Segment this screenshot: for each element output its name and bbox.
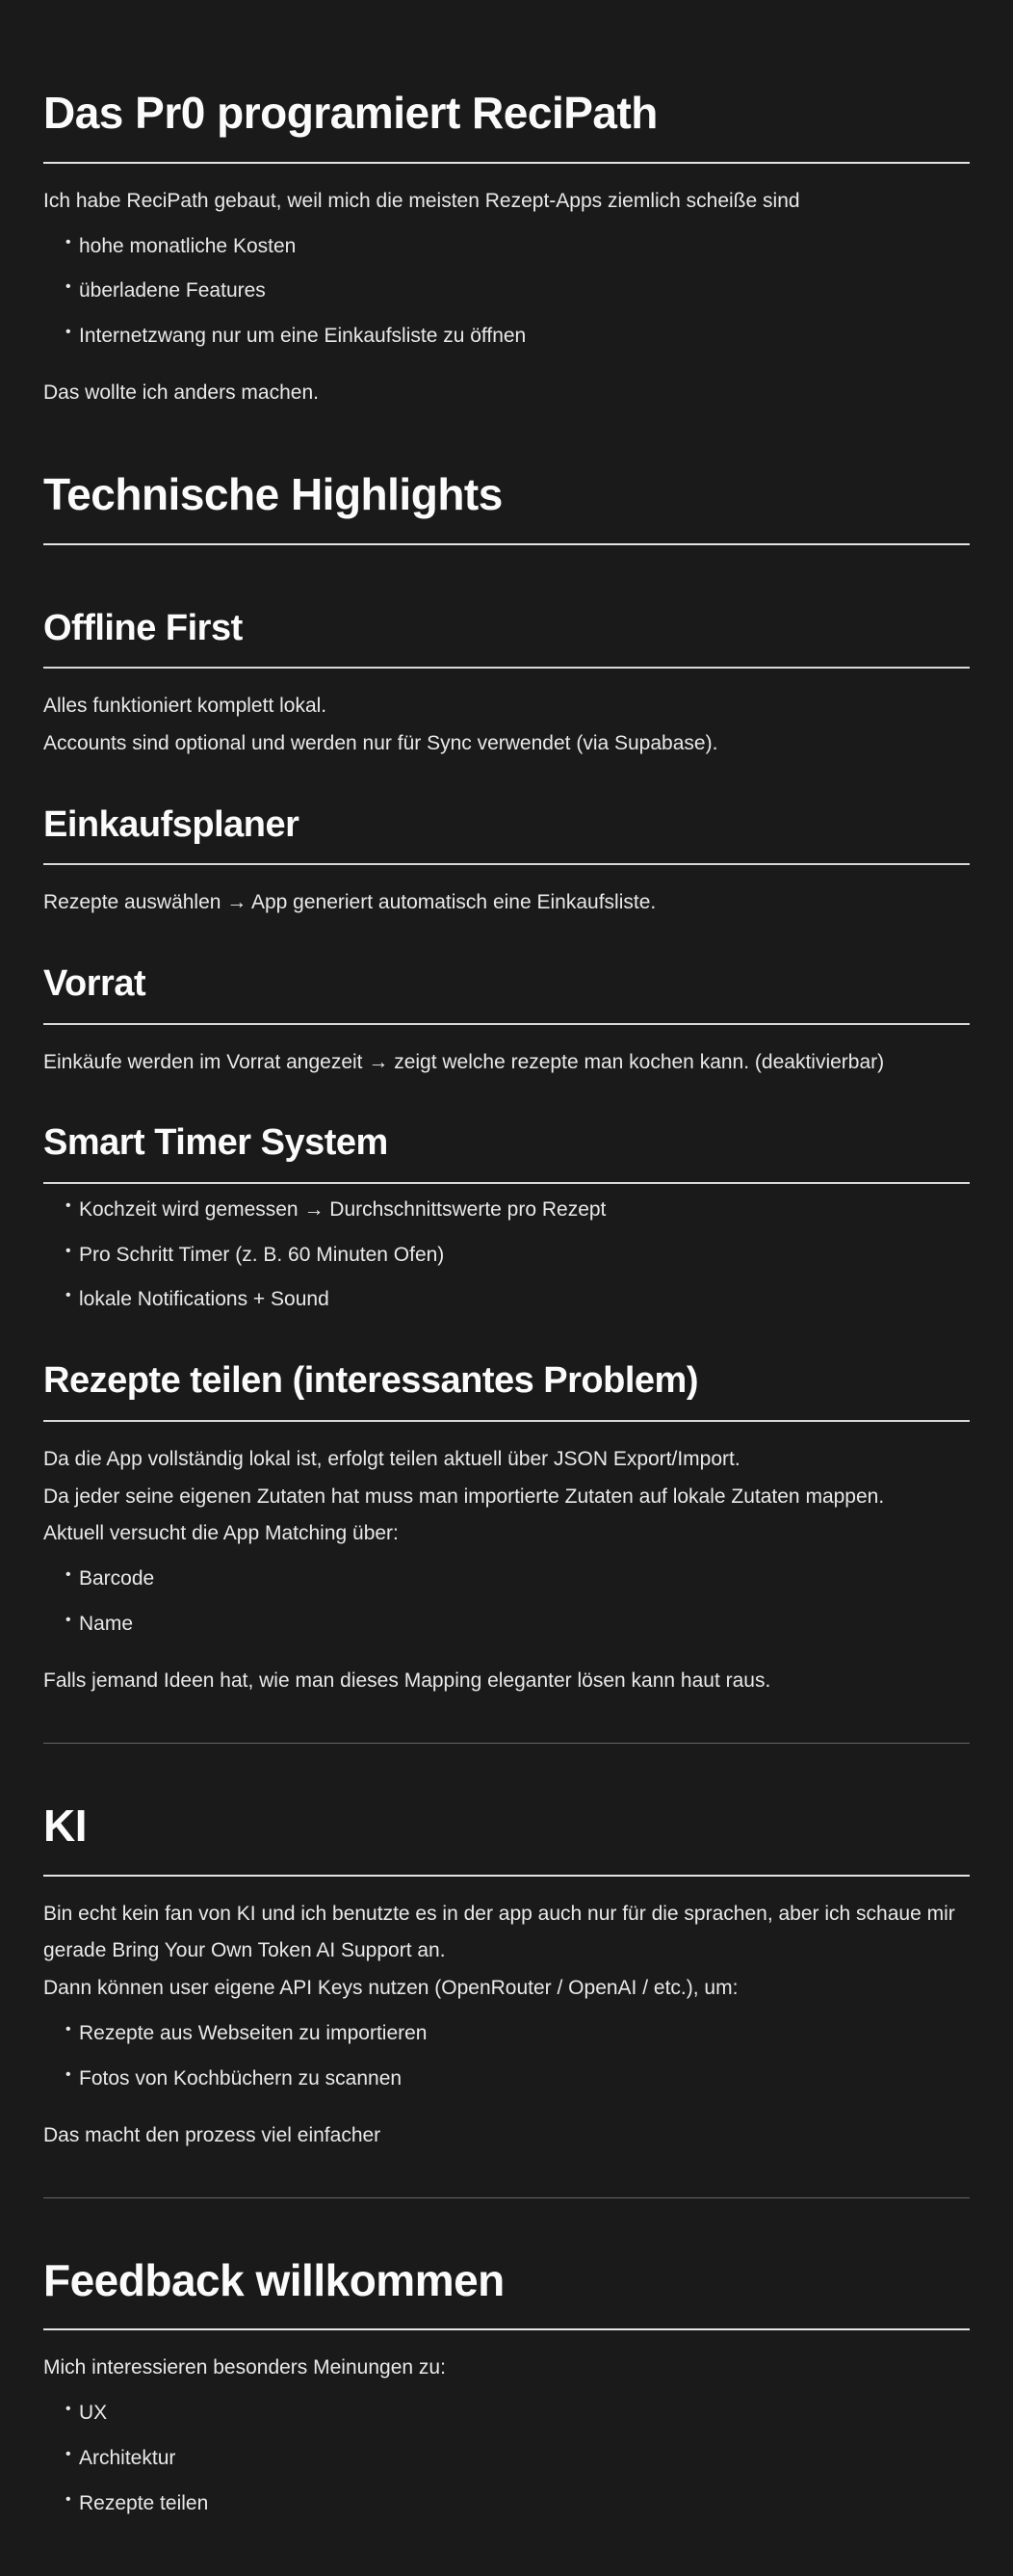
paragraph-line: Da jeder seine eigenen Zutaten hat muss man importierte Zutaten auf lokale Zutaten mappen. [43, 1485, 885, 1508]
list-item-text: Fotos von Kochbüchern zu scannen [79, 2066, 403, 2090]
einkaufsplaner-paragraph: Rezepte auswählen → App generiert automatisch eine Einkaufsliste. [43, 891, 657, 914]
list-item [65, 2395, 970, 2432]
list-item [65, 273, 970, 310]
list-item [65, 318, 970, 355]
timer-feature-list [43, 1192, 970, 1320]
list-item [65, 2015, 970, 2053]
paragraph-line: Da die App vollständig lokal ist, erfolgt teilen aktuell über JSON Export/Import. [43, 1447, 740, 1470]
list-item-text: Kochzeit wird gemessen → Durchschnittswerte pro Rezept [79, 1197, 607, 1221]
list-item-text: überladene Features [79, 279, 266, 302]
paragraph-line: Alles funktioniert komplett lokal. [43, 695, 327, 718]
intro-outro-paragraph: Das wollte ich anders machen. [43, 381, 319, 405]
list-item-text: Architektur [79, 2447, 176, 2470]
section-divider [43, 1743, 970, 1744]
ki-paragraph [43, 1896, 970, 2009]
list-item [65, 228, 970, 266]
list-item [65, 1606, 970, 1643]
list-item-text: lokale Notifications + Sound [79, 1288, 329, 1311]
section-heading-rezepte-teilen: Rezepte teilen (interessantes Problem) [43, 1357, 970, 1421]
offline-first-paragraph [43, 688, 970, 763]
paragraph-line: Accounts sind optional und werden nur für Sync verwendet (via Supabase). [43, 732, 718, 755]
section-divider [43, 2197, 970, 2198]
sharing-paragraph [43, 1441, 970, 1554]
list-item [65, 1281, 970, 1319]
list-item [65, 2440, 970, 2478]
matching-list [43, 1561, 970, 1643]
ki-outro-paragraph: Das macht den prozess viel einfacher [43, 2123, 381, 2146]
feedback-paragraph: Mich interessieren besonders Meinungen zu: [43, 2356, 446, 2379]
list-item-text: hohe monatliche Kosten [79, 234, 297, 257]
list-item-text: UX [79, 2402, 108, 2425]
section-heading-einkaufsplaner: Einkaufsplaner [43, 802, 970, 865]
vorrat-paragraph: Einkäufe werden im Vorrat angezeit → zeigt welche rezepte man kochen kann. (deaktivierbar) [43, 1050, 885, 1073]
section-heading-offline-first: Offline First [43, 605, 970, 669]
list-item-text: Barcode [79, 1567, 155, 1590]
sharing-outro-paragraph: Falls jemand Ideen hat, wie man dieses Mapping eleganter lösen kann haut raus. [43, 1669, 771, 1692]
intro-paragraph: Ich habe ReciPath gebaut, weil mich die meisten Rezept-Apps ziemlich scheiße sind [43, 189, 800, 212]
list-item-text: Internetzwang nur um eine Einkaufsliste zu öffnen [79, 325, 527, 348]
list-item [65, 2485, 970, 2523]
page-title: Das Pr0 programiert ReciPath [43, 85, 970, 164]
list-item-text: Rezepte aus Webseiten zu importieren [79, 2022, 428, 2045]
paragraph-line: Dann können user eigene API Keys nutzen (OpenRouter / OpenAI / etc.), um: [43, 1977, 739, 2000]
list-item-text: Name [79, 1613, 134, 1636]
list-item-text: Rezepte teilen [79, 2491, 209, 2514]
list-item-text: Pro Schritt Timer (z. B. 60 Minuten Ofen) [79, 1243, 445, 1266]
pain-points-list [43, 228, 970, 356]
section-heading-technische-highlights: Technische Highlights [43, 466, 970, 545]
section-heading-smart-timer-system: Smart Timer System [43, 1119, 970, 1183]
section-heading-feedback: Feedback willkommen [43, 2252, 970, 2331]
paragraph-line: Aktuell versucht die App Matching über: [43, 1522, 399, 1545]
list-item [65, 1237, 970, 1275]
paragraph-line: Bin echt kein fan von KI und ich benutzte es in der app auch nur für die sprachen, aber ich schaue mir gerade Bring Your Own Token AI Support an. [43, 1902, 955, 1962]
section-heading-vorrat: Vorrat [43, 960, 970, 1024]
list-item [65, 2061, 970, 2098]
ki-usecase-list [43, 2015, 970, 2098]
list-item [65, 1561, 970, 1598]
section-heading-ki: KI [43, 1798, 970, 1877]
list-item [65, 1192, 970, 1229]
feedback-topics-list [43, 2395, 970, 2523]
